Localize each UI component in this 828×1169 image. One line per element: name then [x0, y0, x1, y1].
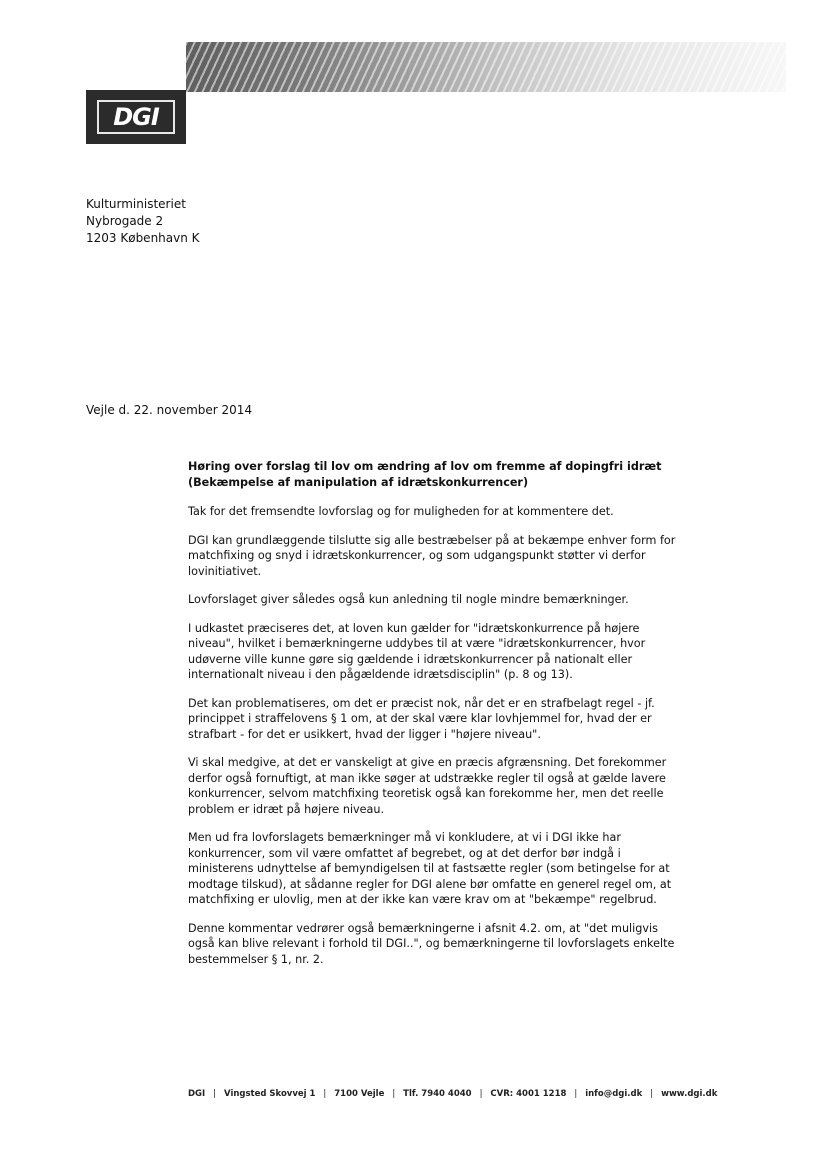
- footer-website[interactable]: www.dgi.dk: [661, 1089, 718, 1099]
- footer-separator: |: [650, 1089, 654, 1099]
- letter-date: Vejle d. 22. november 2014: [86, 403, 253, 417]
- letter-body: [188, 459, 688, 980]
- recipient-address: [86, 196, 200, 247]
- dgi-logo-frame: [97, 100, 175, 134]
- footer-separator: |: [323, 1089, 327, 1099]
- letter-subject: [188, 459, 688, 490]
- paragraph-8: Denne kommentar vedrører også bemærkningerne i afsnit 4.2. om, at "det muligvis også kan blive relevant i forhold til DGI..", og bemærkningerne til lovforslagets enkelte bestemmelser § 1, nr. 2.: [188, 921, 675, 966]
- recipient-street: Nybrogade 2: [86, 214, 164, 228]
- recipient-name: Kulturministeriet: [86, 197, 186, 211]
- paragraph-5: Det kan problematiseres, om det er præcist nok, når det er en strafbelagt regel - jf. princippet i straffelovens § 1 om, at der skal være klar lovhjemmel for, hvad der er strafbart - for det er usikkert, hvad der ligger i "højere niveau".: [188, 696, 655, 741]
- dgi-logo: [86, 90, 186, 144]
- paragraph-7: Men ud fra lovforslagets bemærkninger må vi konkludere, at vi i DGI ikke har konkurrencer, som vil være omfattet af begrebet, og at det derfor bør indgå i ministerens udnyttelse af bemyndigelsen til at fastsætte regler (som betingelse for at modtage tilskud), at sådanne regler for DGI alene bør omfatte en generel regel om, at matchfixing er ulovlig, men at der ikke kan være krav om at "bekæmpe" regelbrud.: [188, 831, 672, 906]
- paragraph-1: Tak for det fremsendte lovforslag og for muligheden for at kommentere det.: [188, 505, 614, 518]
- paragraph-2: DGI kan grundlæggende tilslutte sig alle bestræbelser på at bekæmpe enhver form for matchfixing og snyd i idrætskonkurrencer, og som udgangspunkt støtter vi derfor lovinitiativet.: [188, 533, 676, 578]
- header-stripe-band: [186, 42, 786, 92]
- footer-cvr: CVR: 4001 1218: [490, 1089, 567, 1099]
- paragraph-4: I udkastet præciseres det, at loven kun gælder for "idrætskonkurrence på højere niveau", hvilket i bemærkningerne uddybes til at være "idrætskonkurrencer, hvor udøverne ville kunne gøre sig gældende i idrætskonkurrencer på nationalt eller internationalt niveau i den pågældende idrætsdisciplin" (p. 8 og 13).: [188, 621, 646, 681]
- footer-phone: Tlf. 7940 4040: [403, 1089, 472, 1099]
- footer-separator: |: [392, 1089, 396, 1099]
- footer-org: DGI: [188, 1089, 206, 1099]
- footer-city: 7100 Vejle: [334, 1089, 385, 1099]
- footer-separator: |: [213, 1089, 217, 1099]
- paragraph-3: Lovforslaget giver således også kun anledning til nogle mindre bemærkninger.: [188, 593, 629, 606]
- footer-address: Vingsted Skovvej 1: [224, 1089, 316, 1099]
- dgi-logo-text: DGI: [113, 103, 159, 131]
- footer-separator: |: [574, 1089, 578, 1099]
- footer-email[interactable]: info@dgi.dk: [585, 1089, 643, 1099]
- paragraph-6: Vi skal medgive, at det er vanskeligt at give en præcis afgrænsning. Det forekommer derfor også fornuftigt, at man ikke søger at udstrække regler til også at gælde lavere konkurrencer, selvom matchfixing teoretisk også kan forekomme her, men det reelle problem er idræt på højere niveau.: [188, 756, 667, 816]
- footer-separator: |: [479, 1089, 483, 1099]
- recipient-city: 1203 København K: [86, 231, 200, 245]
- subject-line-2: (Bekæmpelse af manipulation af idrætskonkurrencer): [188, 475, 529, 489]
- letter-footer: [188, 1089, 717, 1099]
- subject-line-1: Høring over forslag til lov om ændring af lov om fremme af dopingfri idræt: [188, 460, 662, 473]
